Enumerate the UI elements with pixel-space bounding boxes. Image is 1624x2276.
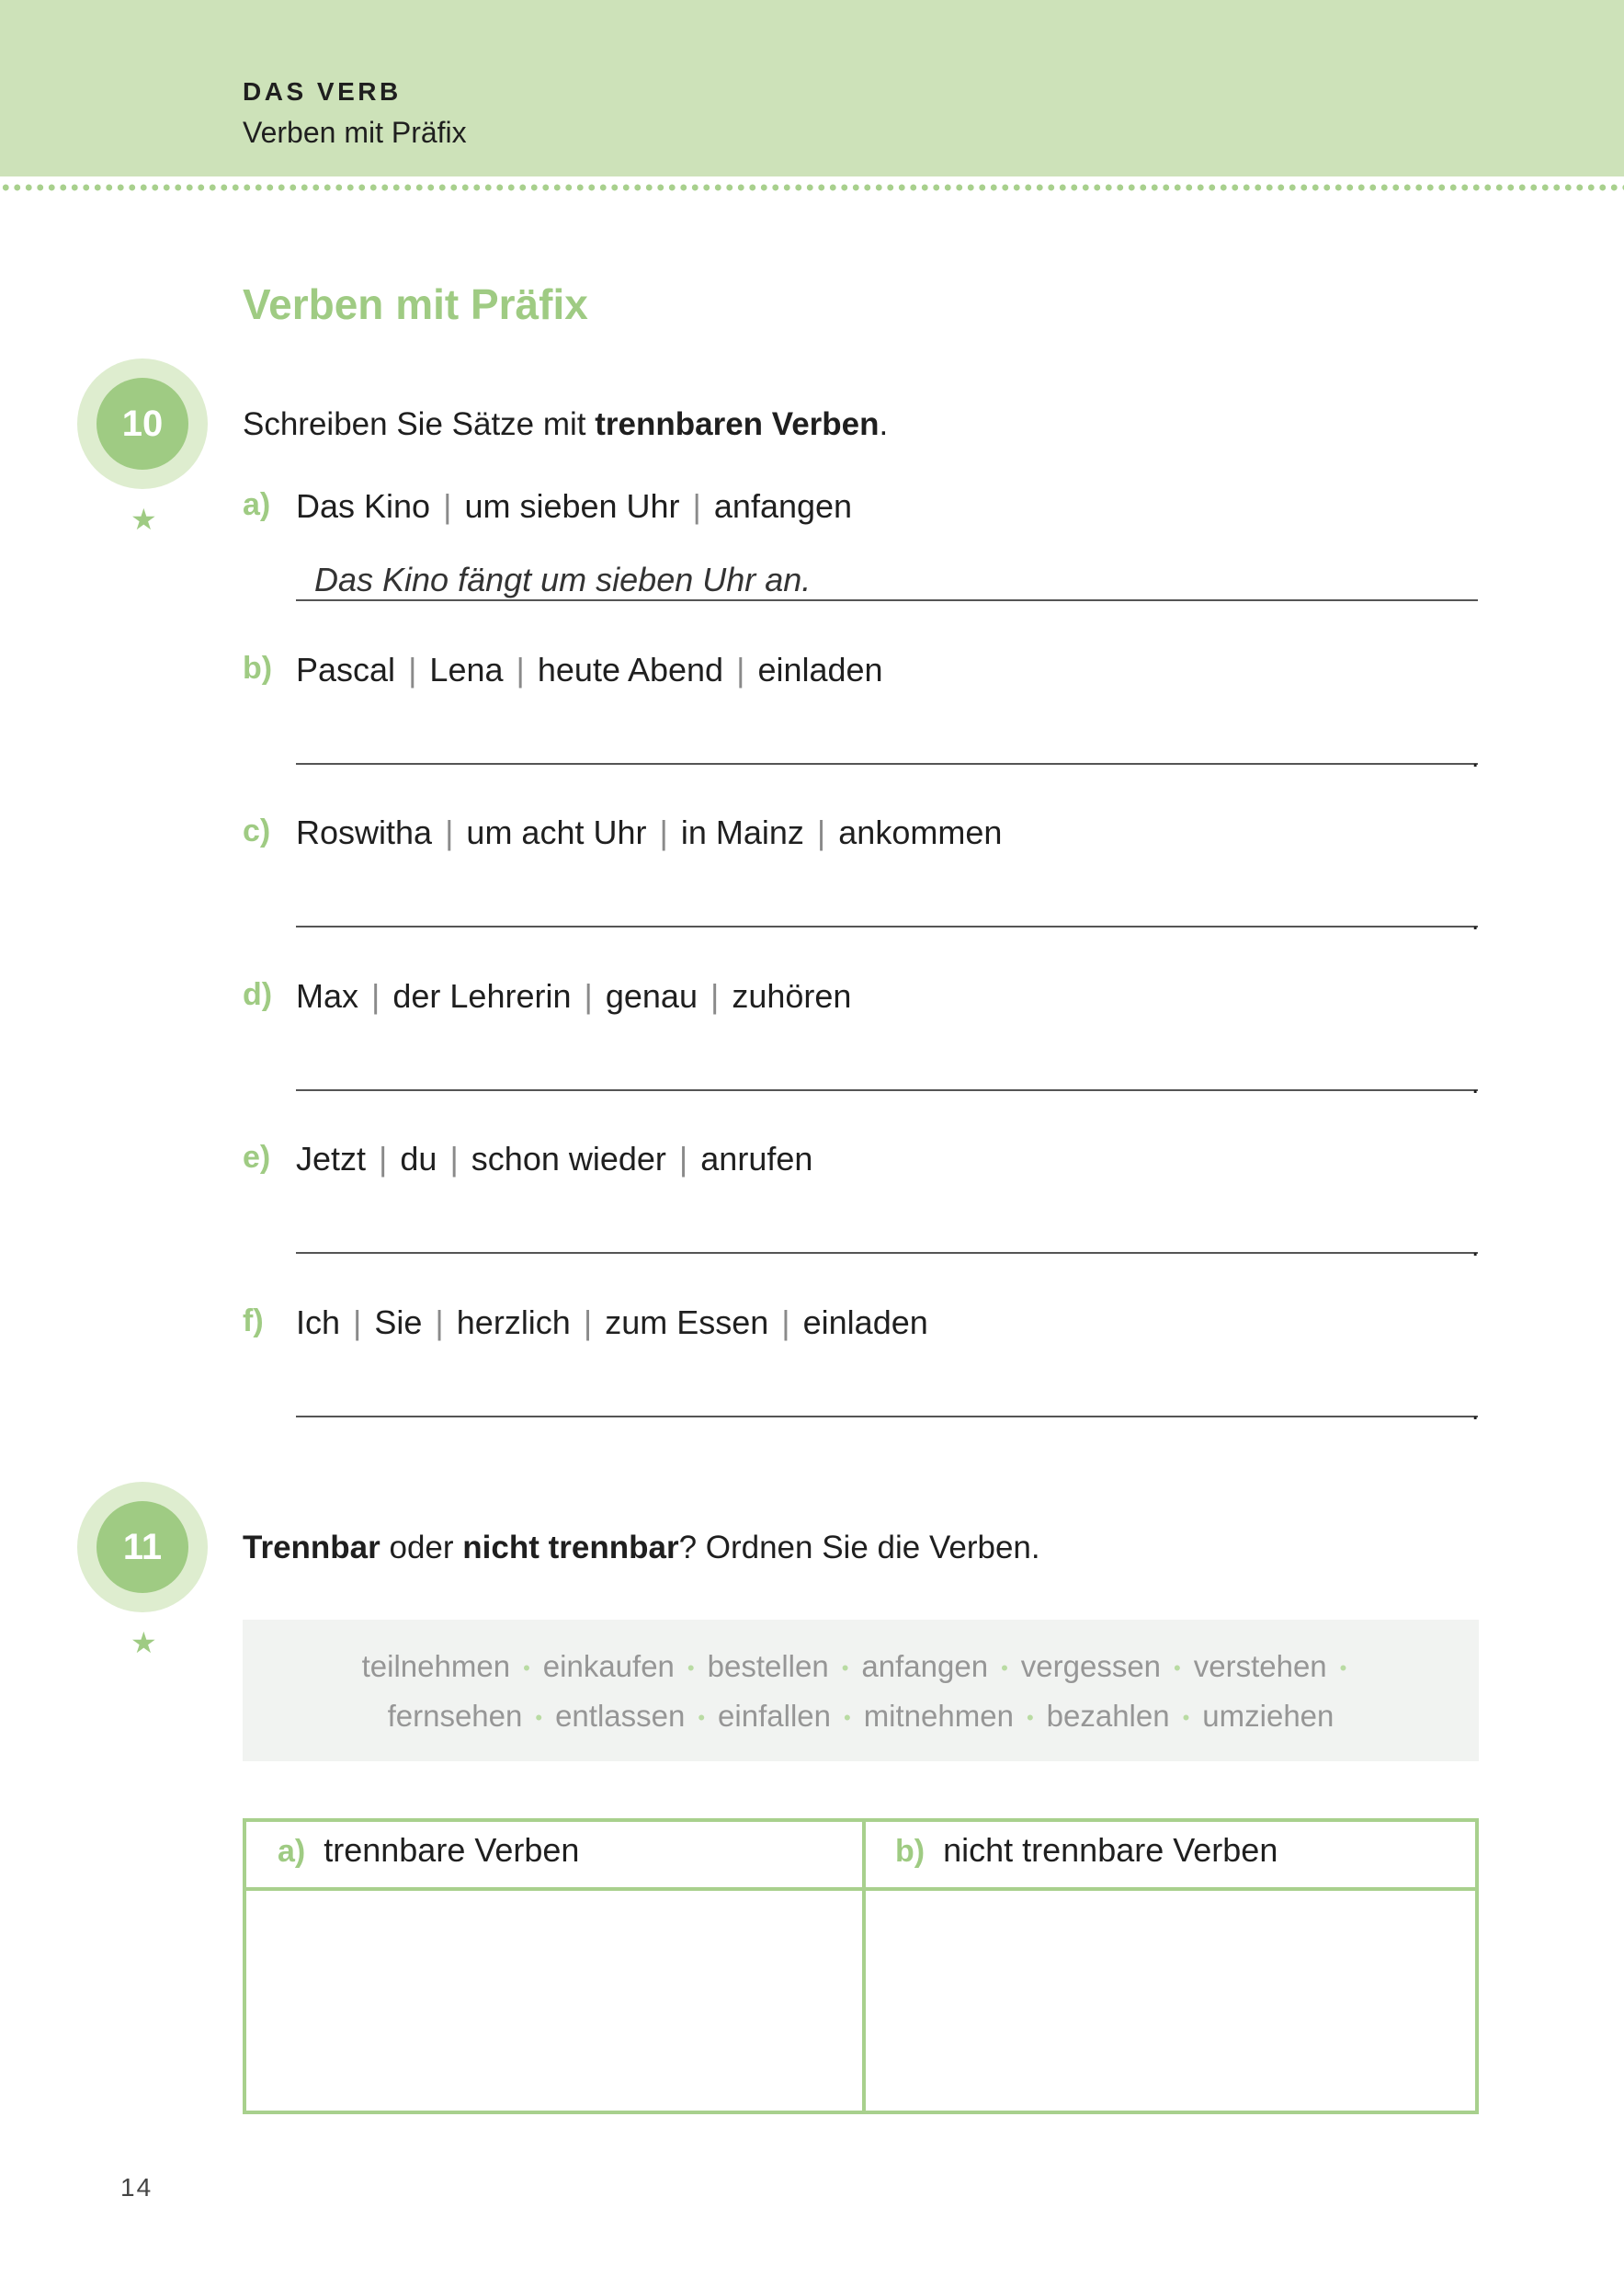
section-title: Verben mit Präfix	[243, 280, 588, 328]
line-period: .	[1471, 1069, 1480, 1099]
word-chip: fernsehen	[387, 1699, 523, 1733]
exercise-badge-10	[77, 358, 208, 489]
word-bank-row	[243, 1699, 1479, 1734]
separator: |	[678, 1140, 688, 1178]
separator: |	[353, 1303, 362, 1341]
item-prompt	[296, 1140, 812, 1178]
item-letter: e)	[243, 1140, 271, 1175]
column-header-a	[278, 1831, 579, 1870]
chapter-kicker: DAS VERB	[243, 77, 402, 106]
prompt-chunk: einladen	[757, 651, 883, 688]
star-icon: ★	[131, 503, 157, 536]
bullet-separator: •	[1339, 1656, 1347, 1680]
prompt-chunk: ankommen	[838, 814, 1003, 851]
word-chip: mitnehmen	[863, 1699, 1014, 1733]
column-header-b	[895, 1831, 1278, 1870]
separator: |	[692, 487, 701, 525]
separator: |	[408, 651, 417, 688]
separator: |	[584, 977, 593, 1015]
prompt-chunk: Jetzt	[296, 1140, 367, 1178]
exercise-badge-11	[77, 1482, 208, 1612]
bullet-separator: •	[535, 1706, 543, 1730]
bullet-separator: •	[698, 1706, 706, 1730]
item-prompt	[296, 1303, 928, 1342]
prompt-chunk: genau	[605, 977, 698, 1015]
sorting-table	[243, 1818, 1479, 2114]
answer-line[interactable]	[296, 763, 1478, 765]
prompt-chunk: einladen	[802, 1303, 928, 1341]
separator: |	[379, 1140, 388, 1178]
word-chip: bestellen	[707, 1649, 829, 1683]
bullet-separator: •	[1182, 1706, 1190, 1730]
prompt-chunk: zuhören	[732, 977, 852, 1015]
word-bank-row	[243, 1649, 1479, 1684]
column-title: nicht trennbare Verben	[943, 1831, 1278, 1869]
instruction-text: ? Ordnen Sie die Verben.	[678, 1530, 1040, 1565]
example-answer: Das Kino fängt um sieben Uhr an.	[314, 561, 812, 598]
answer-line[interactable]	[296, 1416, 1478, 1417]
word-chip: einfallen	[718, 1699, 831, 1733]
separator: |	[583, 1303, 593, 1341]
dotted-divider	[0, 183, 1624, 192]
prompt-chunk: du	[400, 1140, 437, 1178]
answer-cell-a[interactable]	[246, 1891, 862, 2111]
line-period: .	[1471, 1232, 1480, 1262]
exercise-number: 11	[97, 1501, 188, 1593]
prompt-chunk: Sie	[374, 1303, 423, 1341]
prompt-chunk: zum Essen	[605, 1303, 769, 1341]
prompt-chunk: anfangen	[713, 487, 853, 525]
separator: |	[781, 1303, 790, 1341]
prompt-chunk: Roswitha	[296, 814, 433, 851]
separator: |	[445, 814, 454, 851]
word-chip: vergessen	[1020, 1649, 1162, 1683]
prompt-chunk: Ich	[296, 1303, 341, 1341]
bullet-separator: •	[1026, 1706, 1034, 1730]
line-period: .	[1471, 1395, 1480, 1426]
bullet-separator: •	[1174, 1656, 1181, 1680]
page-number: 14	[120, 2173, 153, 2202]
bullet-separator: •	[687, 1656, 695, 1680]
line-period: .	[1471, 743, 1480, 773]
separator: |	[710, 977, 720, 1015]
separator: |	[516, 651, 525, 688]
prompt-chunk: herzlich	[456, 1303, 571, 1341]
prompt-chunk: anrufen	[700, 1140, 813, 1178]
item-letter: c)	[243, 814, 271, 848]
separator: |	[443, 487, 452, 525]
bullet-separator: •	[1001, 1656, 1008, 1680]
separator: |	[449, 1140, 459, 1178]
answer-line[interactable]	[296, 599, 1478, 601]
prompt-chunk: der Lehrerin	[392, 977, 572, 1015]
separator: |	[659, 814, 668, 851]
bullet-separator: •	[523, 1656, 530, 1680]
prompt-chunk: schon wieder	[471, 1140, 666, 1178]
word-bank	[243, 1620, 1479, 1761]
answer-line[interactable]	[296, 926, 1478, 927]
separator: |	[816, 814, 826, 851]
exercise-number: 10	[97, 378, 188, 470]
item-letter: b)	[243, 651, 273, 686]
item-letter: a)	[243, 487, 271, 522]
line-period: .	[1471, 905, 1480, 936]
instruction-bold: Trennbar	[243, 1530, 380, 1565]
item-prompt	[296, 977, 851, 1016]
prompt-chunk: Lena	[429, 651, 504, 688]
column-title: trennbare Verben	[324, 1831, 580, 1869]
separator: |	[371, 977, 380, 1015]
prompt-chunk: um acht Uhr	[466, 814, 647, 851]
word-chip: umziehen	[1202, 1699, 1334, 1733]
answer-cell-b[interactable]	[866, 1891, 1475, 2111]
prompt-chunk: in Mainz	[680, 814, 804, 851]
word-chip: anfangen	[861, 1649, 989, 1683]
star-icon: ★	[131, 1626, 157, 1659]
prompt-chunk: Das Kino	[296, 487, 431, 525]
word-chip: entlassen	[555, 1699, 686, 1733]
instruction-text: oder	[380, 1530, 463, 1565]
instruction-text: Schreiben Sie Sätze mit	[243, 406, 596, 442]
instruction-bold: trennbaren Verben	[595, 406, 880, 442]
column-letter: a)	[278, 1834, 306, 1869]
prompt-chunk: heute Abend	[537, 651, 724, 688]
bullet-separator: •	[843, 1706, 851, 1730]
word-chip: teilnehmen	[361, 1649, 511, 1683]
exercise-11-instruction	[243, 1530, 1040, 1566]
exercise-10-instruction	[243, 406, 888, 443]
prompt-chunk: um sieben Uhr	[464, 487, 680, 525]
column-letter: b)	[895, 1834, 926, 1869]
instruction-bold: nicht trennbar	[462, 1530, 679, 1565]
item-prompt	[296, 487, 852, 526]
separator: |	[435, 1303, 444, 1341]
item-letter: f)	[243, 1303, 264, 1338]
prompt-chunk: Max	[296, 977, 359, 1015]
word-chip: einkaufen	[542, 1649, 675, 1683]
word-chip: verstehen	[1193, 1649, 1327, 1683]
separator: |	[736, 651, 745, 688]
item-prompt	[296, 814, 1002, 852]
word-chip: bezahlen	[1046, 1699, 1170, 1733]
item-prompt	[296, 651, 883, 689]
prompt-chunk: Pascal	[296, 651, 396, 688]
bullet-separator: •	[841, 1656, 849, 1680]
instruction-period: .	[879, 406, 889, 442]
item-letter: d)	[243, 977, 273, 1012]
answer-line[interactable]	[296, 1089, 1478, 1091]
answer-line[interactable]	[296, 1252, 1478, 1254]
chapter-subtitle: Verben mit Präfix	[243, 116, 467, 149]
